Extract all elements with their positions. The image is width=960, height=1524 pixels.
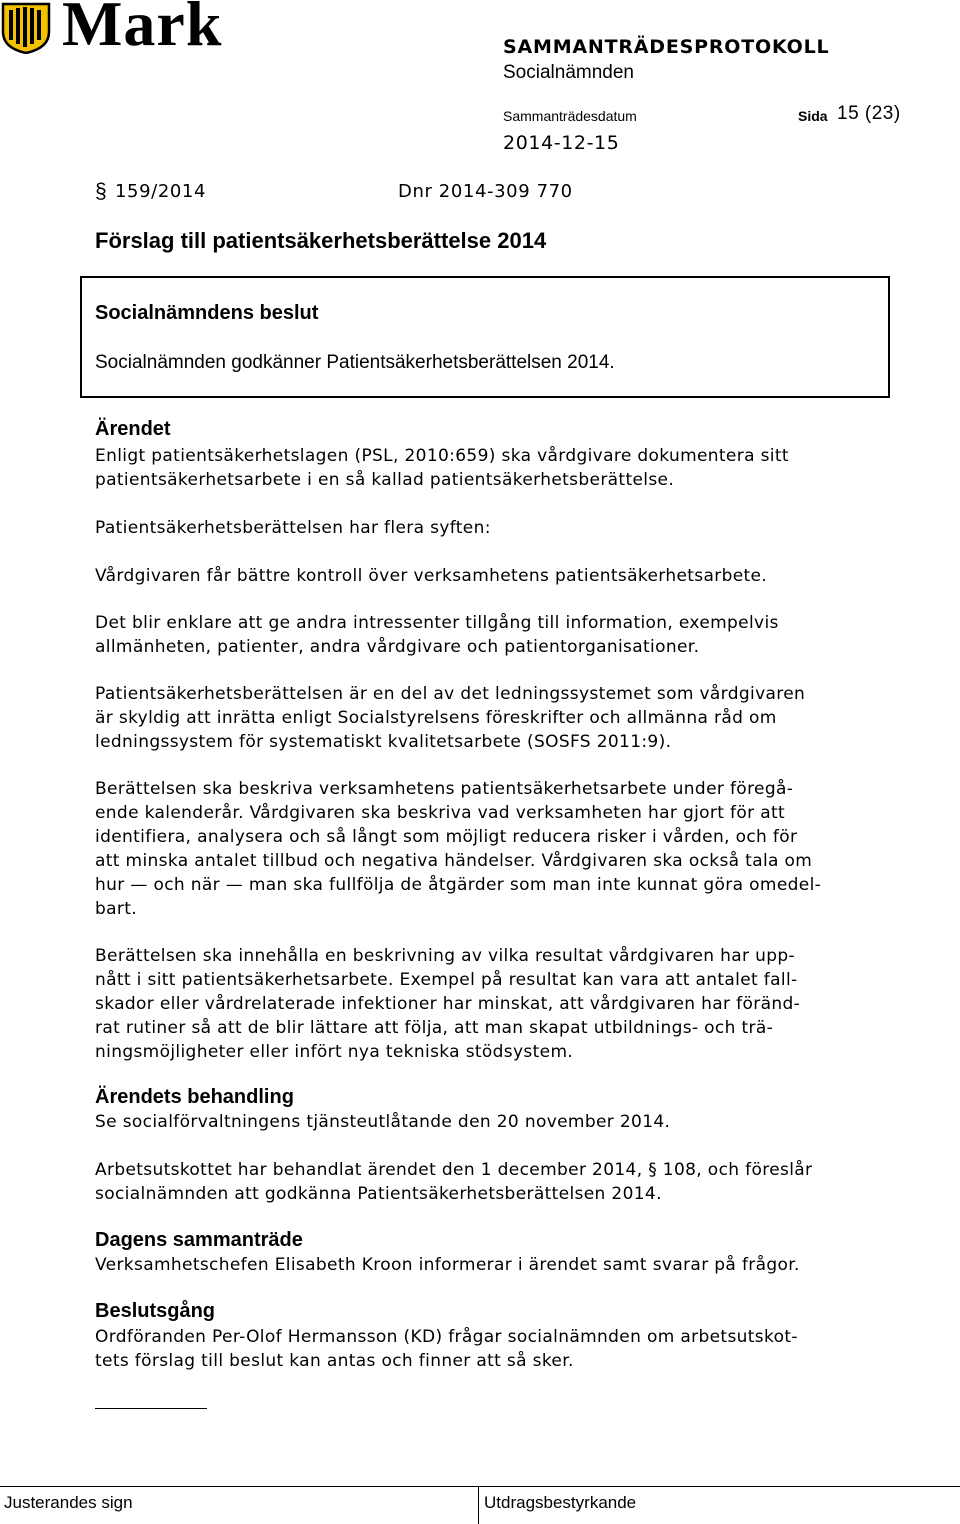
- decision-box: [80, 276, 890, 398]
- paragraph-8: Se socialförvaltningens tjänsteutlåtande den 20 november 2014.: [95, 1112, 671, 1132]
- page-number: 15 (23): [837, 103, 901, 124]
- paragraph-7: Berättelsen ska innehålla en beskrivning av vilka resultat vårdgivaren har upp- nått i sitt patientsäkerhetsarbete. Exempel på resultat kan vara att antalet fall- skador eller vårdrelaterade infektioner har minskat, att vårdgivaren har föränd- rat rutiner så att de blir lättare att följa, att man skapat utbildnings- och trä- ningsmöjligheter eller infört nya tekniska stödsystem.: [95, 946, 801, 1062]
- footer-justerandes-sign: Justerandes sign: [4, 1493, 133, 1512]
- paragraph-3: Vårdgivaren får bättre kontroll över verksamhetens patientsäkerhetsarbete.: [95, 566, 768, 586]
- dnr-number: Dnr 2014-309 770: [398, 181, 573, 202]
- logo-wordmark: Mark: [62, 0, 223, 59]
- paragraph-1: Enligt patientsäkerhetslagen (PSL, 2010:659) ska vårdgivare dokumentera sitt patientsäkerhetsarbete i en så kallad patientsäkerhetsberättelse.: [95, 446, 789, 490]
- decision-heading: Socialnämndens beslut: [95, 302, 319, 324]
- meeting-date-label: Sammanträdesdatum: [503, 108, 637, 124]
- paragraph-2: Patientsäkerhetsberättelsen har flera syften:: [95, 518, 491, 538]
- paragraph-11: Ordföranden Per-Olof Hermansson (KD) frågar socialnämnden om arbetsutskot- tets förslag till beslut kan antas och finner att så sker.: [95, 1327, 798, 1371]
- paragraph-6: Berättelsen ska beskriva verksamhetens patientsäkerhetsarbete under föregå- ende kalenderår. Vårdgivaren ska beskriva vad verksamheten har gjort för att identifiera, analysera och så långt som möjligt reducera risker i vården, och för att minska antalet tillbud och negativa händelser. Vårdgivaren ska också tala om hur — och när — man ska fullfölja de åtgärder som man inte kunnat göra omedel- bart.: [95, 779, 822, 919]
- paragraph-4: Det blir enklare att ge andra intressenter tillgång till information, exempelvis allmänheten, patienter, andra vårdgivare och patientorganisationer.: [95, 613, 779, 657]
- committee-name: Socialnämnden: [503, 62, 634, 83]
- arendet-heading: Ärendet: [95, 418, 171, 440]
- page-label: Sida: [798, 108, 828, 124]
- meeting-date: 2014-12-15: [503, 132, 620, 154]
- signature-line: [95, 1408, 207, 1409]
- paragraph-9: Arbetsutskottet har behandlat ärendet den 1 december 2014, § 108, och föreslår socialnämnden att godkänna Patientsäkerhetsberättelsen 2014.: [95, 1160, 813, 1204]
- decision-text: Socialnämnden godkänner Patientsäkerhetsberättelsen 2014.: [95, 352, 615, 373]
- footer-rule: [0, 1486, 960, 1487]
- footer-divider: [478, 1486, 479, 1524]
- footer-utdragsbestyrkande: Utdragsbestyrkande: [484, 1493, 637, 1512]
- protocol-title: SAMMANTRÄDESPROTOKOLL: [503, 36, 830, 58]
- section-mark: §: [95, 180, 107, 203]
- municipality-shield-icon: [0, 2, 52, 54]
- case-number: 159/2014: [115, 181, 207, 202]
- dagens-heading: Dagens sammanträde: [95, 1229, 303, 1251]
- paragraph-5: Patientsäkerhetsberättelsen är en del av det ledningssystemet som vårdgivaren är skyldig att inrätta enligt Socialstyrelsens föreskrifter och allmänna råd om ledningssystem för systematiskt kvalitetsarbete (SOSFS 2011:9).: [95, 684, 806, 752]
- case-title: Förslag till patientsäkerhetsberättelse 2014: [95, 228, 547, 253]
- paragraph-10: Verksamhetschefen Elisabeth Kroon informerar i ärendet samt svarar på frågor.: [95, 1255, 800, 1275]
- behandling-heading: Ärendets behandling: [95, 1086, 294, 1108]
- beslutsgang-heading: Beslutsgång: [95, 1300, 216, 1322]
